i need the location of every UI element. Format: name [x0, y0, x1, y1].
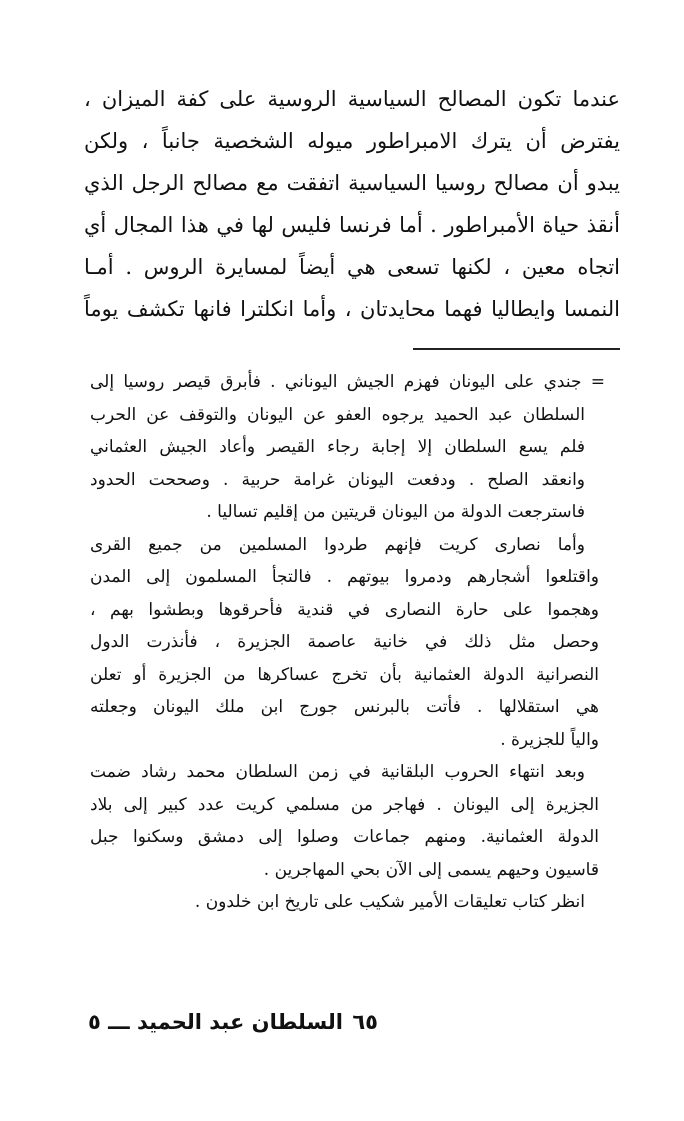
footnote-line: قاسيون وحيهم يسمى إلى الآن بحي المهاجرين .: [263, 859, 599, 880]
footnote-line: هي استقلالها . فأتت بالبرنس جورج ابن ملك اليونان وجعلته: [90, 697, 599, 717]
main-text-line: اتجاه معين ، لكنها تسعى هي أيضاً لمسايرة الروس . أمـا: [84, 255, 620, 279]
page-footer: [88, 1010, 378, 1034]
footnote-line: وأما نصارى كريت فإنهم طردوا المسلمين من جميع القرى: [90, 534, 585, 555]
footnote-line: الدولة العثمانية. ومنهم جماعات وصلوا إلى دمشق وسكنوا جبل: [90, 827, 599, 847]
footnote-line: وهجموا على حارة النصارى في قندية فأحرقوها وبطشوا بهم ،: [90, 599, 599, 620]
footnote-line: الجزيرة إلى اليونان . فهاجر من مسلمي كريت عدد كبير إلى بلاد: [90, 794, 599, 815]
footnote-line: انظر كتاب تعليقات الأمير شكيب على تاريخ ابن خلدون .: [194, 892, 585, 912]
footnote-line: النصرانية الدولة العثمانية بأن تخرج عساكرها من الجزيرة أو تعلن: [90, 664, 599, 685]
main-text-line: النمسا وايطاليا فهما محايدتان ، وأما انكلترا فانها تكشف يوماً: [84, 297, 620, 321]
main-text-line: يبدو أن مصالح روسيا السياسية اتفقت مع مصالح الرجل الذي: [84, 171, 620, 195]
footnote-line: وبعد انتهاء الحروب البلقانية في زمن السلطان محمد رشاد ضمت: [90, 762, 585, 782]
footnote-line: فاسترجعت الدولة من اليونان قريتين من إقليم تساليا .: [206, 502, 585, 522]
footnote-line: السلطان عبد الحميد يرجوه العفو عن اليونان والتوقف عن الحرب: [90, 404, 585, 425]
footnote-line: فلم يسع السلطان إلا إجابة رجاء القيصر وأعاد الجيش العثماني: [90, 437, 585, 457]
main-text-line: يفترض أن يترك الامبراطور ميوله الشخصية جانباً ، ولكن: [84, 129, 620, 153]
main-text-block: [84, 78, 620, 330]
footnote-line: والياً للجزيرة .: [500, 729, 599, 750]
footnote-block: [90, 366, 605, 919]
main-text-line: أنقذ حياة الأمبراطور . أما فرنسا فليس لها في هذا المجال أي: [84, 213, 620, 237]
page-number: ٦٥: [352, 1010, 378, 1034]
footnote-line: وانعقد الصلح . ودفعت اليونان غرامة حربية . وصححت الحدود: [90, 469, 585, 490]
footnote-line: وحصل مثل ذلك في خانية عاصمة الجزيرة ، فأنذرت الدول: [90, 632, 599, 652]
footnote-line: واقتلعوا أشجارهم ودمروا بيوتهم . فالتجأ المسلمون إلى المدن: [90, 567, 599, 587]
main-text-line: عندما تكون المصالح السياسية الروسية على كفة الميزان ،: [84, 87, 620, 111]
running-title: السلطان عبد الحميد ـــ ٥: [88, 1010, 343, 1034]
footnote-separator: [413, 348, 620, 350]
footnote-line: = جندي على اليونان فهزم الجيش اليوناني . فأبرق قيصر روسيا إلى: [90, 372, 605, 392]
